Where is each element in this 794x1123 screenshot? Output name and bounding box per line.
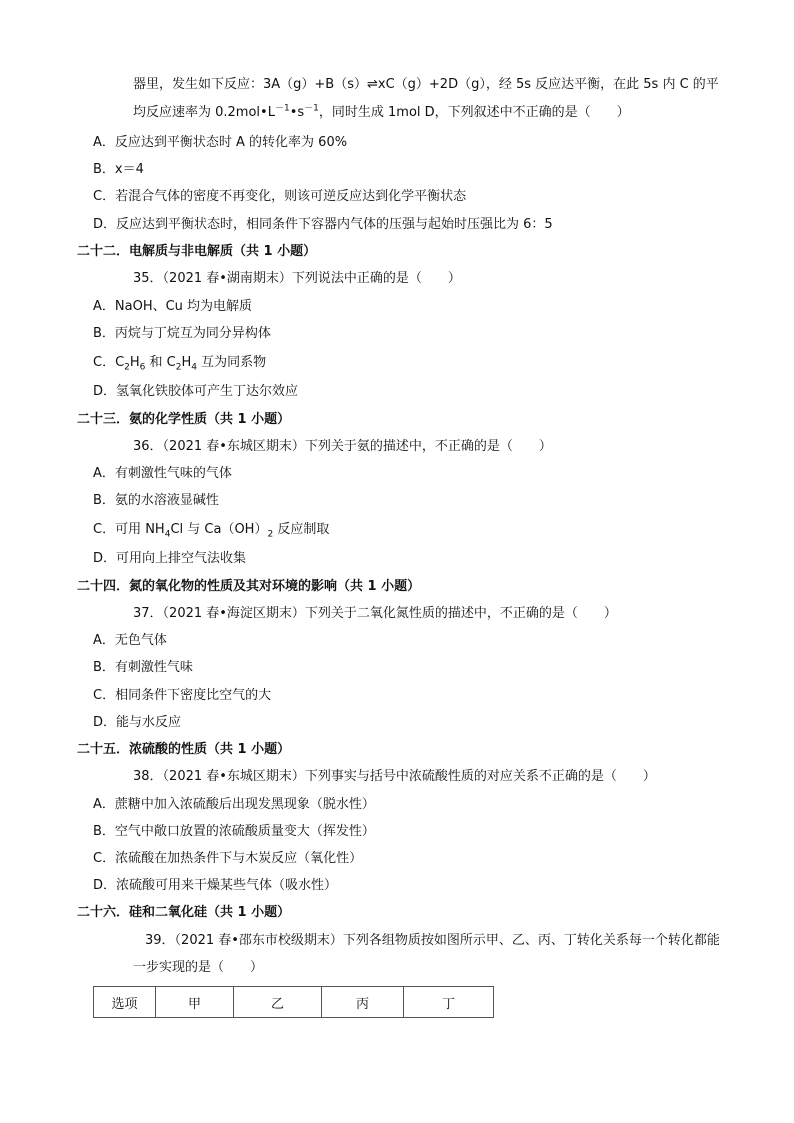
q34-option-c: C．若混合气体的密度不再变化，则该可逆反应达到化学平衡状态 bbox=[93, 189, 467, 204]
table-header-cell: 甲 bbox=[156, 987, 234, 1018]
table-header-cell: 乙 bbox=[234, 987, 322, 1018]
q38-stem: 38．（2021 春•东城区期末）下列事实与括号中浓硫酸性质的对应关系不正确的是（ ） bbox=[133, 769, 656, 784]
q38-option-c: C．浓硫酸在加热条件下与木炭反应（氧化性） bbox=[93, 851, 363, 866]
q34-stem-line1: 器里，发生如下反应：3A（g）+B（s）⇌xC（g）+2D（g），经 5s 反应达平衡，在此 5s 内 C 的平 bbox=[133, 77, 719, 92]
table-header-row bbox=[94, 987, 494, 1018]
q39-options-table bbox=[93, 986, 494, 1018]
q36-stem: 36．（2021 春•东城区期末）下列关于氨的描述中，不正确的是（ ） bbox=[133, 439, 552, 454]
q35-option-a: A．NaOH、Cu 均为电解质 bbox=[93, 299, 253, 314]
q37-option-a: A．无色气体 bbox=[93, 633, 167, 648]
q34-option-a: A．反应达到平衡状态时 A 的转化率为 60% bbox=[93, 135, 348, 150]
table-header-cell: 选项 bbox=[94, 987, 156, 1018]
section-24-title: 二十四．氮的氧化物的性质及其对环境的影响（共 1 小题） bbox=[77, 579, 421, 594]
q35-option-c: C．$C_2H_6$ 和 $C_2H_4$ 互为同系物 bbox=[93, 355, 267, 373]
q37-option-d: D．能与水反应 bbox=[93, 715, 182, 730]
q37-option-b: B．有刺激性气味 bbox=[93, 660, 193, 675]
table-header-cell: 丙 bbox=[322, 987, 404, 1018]
q38-option-b: B．空气中敞口放置的浓硫酸质量变大（挥发性） bbox=[93, 824, 375, 839]
q34-stem-line2: 均反应速率为 $0.2mol•L^{-1}•s^{-1}$，同时生成 1mol D，下列叙述中不正确的是（ ） bbox=[133, 103, 630, 120]
q36-option-a: A．有刺激性气味的气体 bbox=[93, 466, 232, 481]
q34-option-d: D．反应达到平衡状态时，相同条件下容器内气体的压强与起始时压强比为 6：5 bbox=[93, 217, 553, 232]
q39-stem-line1: 39．（2021 春•邵东市校级期末）下列各组物质按如图所示甲、乙、丙、丁转化关系每一个转化都能 bbox=[145, 933, 720, 948]
q34-option-b: B．x＝4 bbox=[93, 162, 144, 177]
table-header-cell: 丁 bbox=[404, 987, 494, 1018]
q37-option-c: C．相同条件下密度比空气的大 bbox=[93, 688, 272, 703]
section-23-title: 二十三．氨的化学性质（共 1 小题） bbox=[77, 412, 291, 427]
q36-option-c: C．可用 $NH_4Cl$ 与 $Ca(OH)_2$ 反应制取 bbox=[93, 522, 330, 540]
q35-option-b: B．丙烷与丁烷互为同分异构体 bbox=[93, 326, 271, 341]
q38-option-a: A．蔗糖中加入浓硫酸后出现发黑现象（脱水性） bbox=[93, 797, 375, 812]
q38-option-d: D．浓硫酸可用来干燥某些气体（吸水性） bbox=[93, 878, 338, 893]
q39-stem-line2: 一步实现的是（ ） bbox=[133, 960, 264, 975]
q36-option-d: D．可用向上排空气法收集 bbox=[93, 551, 247, 566]
q35-stem: 35．（2021 春•湖南期末）下列说法中正确的是（ ） bbox=[133, 271, 461, 286]
q36-option-b: B．氨的水溶液显碱性 bbox=[93, 493, 219, 508]
q35-option-d: D．氢氧化铁胶体可产生丁达尔效应 bbox=[93, 384, 299, 399]
section-22-title: 二十二．电解质与非电解质（共 1 小题） bbox=[77, 244, 317, 259]
section-26-title: 二十六．硅和二氧化硅（共 1 小题） bbox=[77, 905, 291, 920]
q37-stem: 37．（2021 春•海淀区期末）下列关于二氧化氮性质的描述中，不正确的是（ ） bbox=[133, 606, 617, 621]
section-25-title: 二十五．浓硫酸的性质（共 1 小题） bbox=[77, 742, 291, 757]
